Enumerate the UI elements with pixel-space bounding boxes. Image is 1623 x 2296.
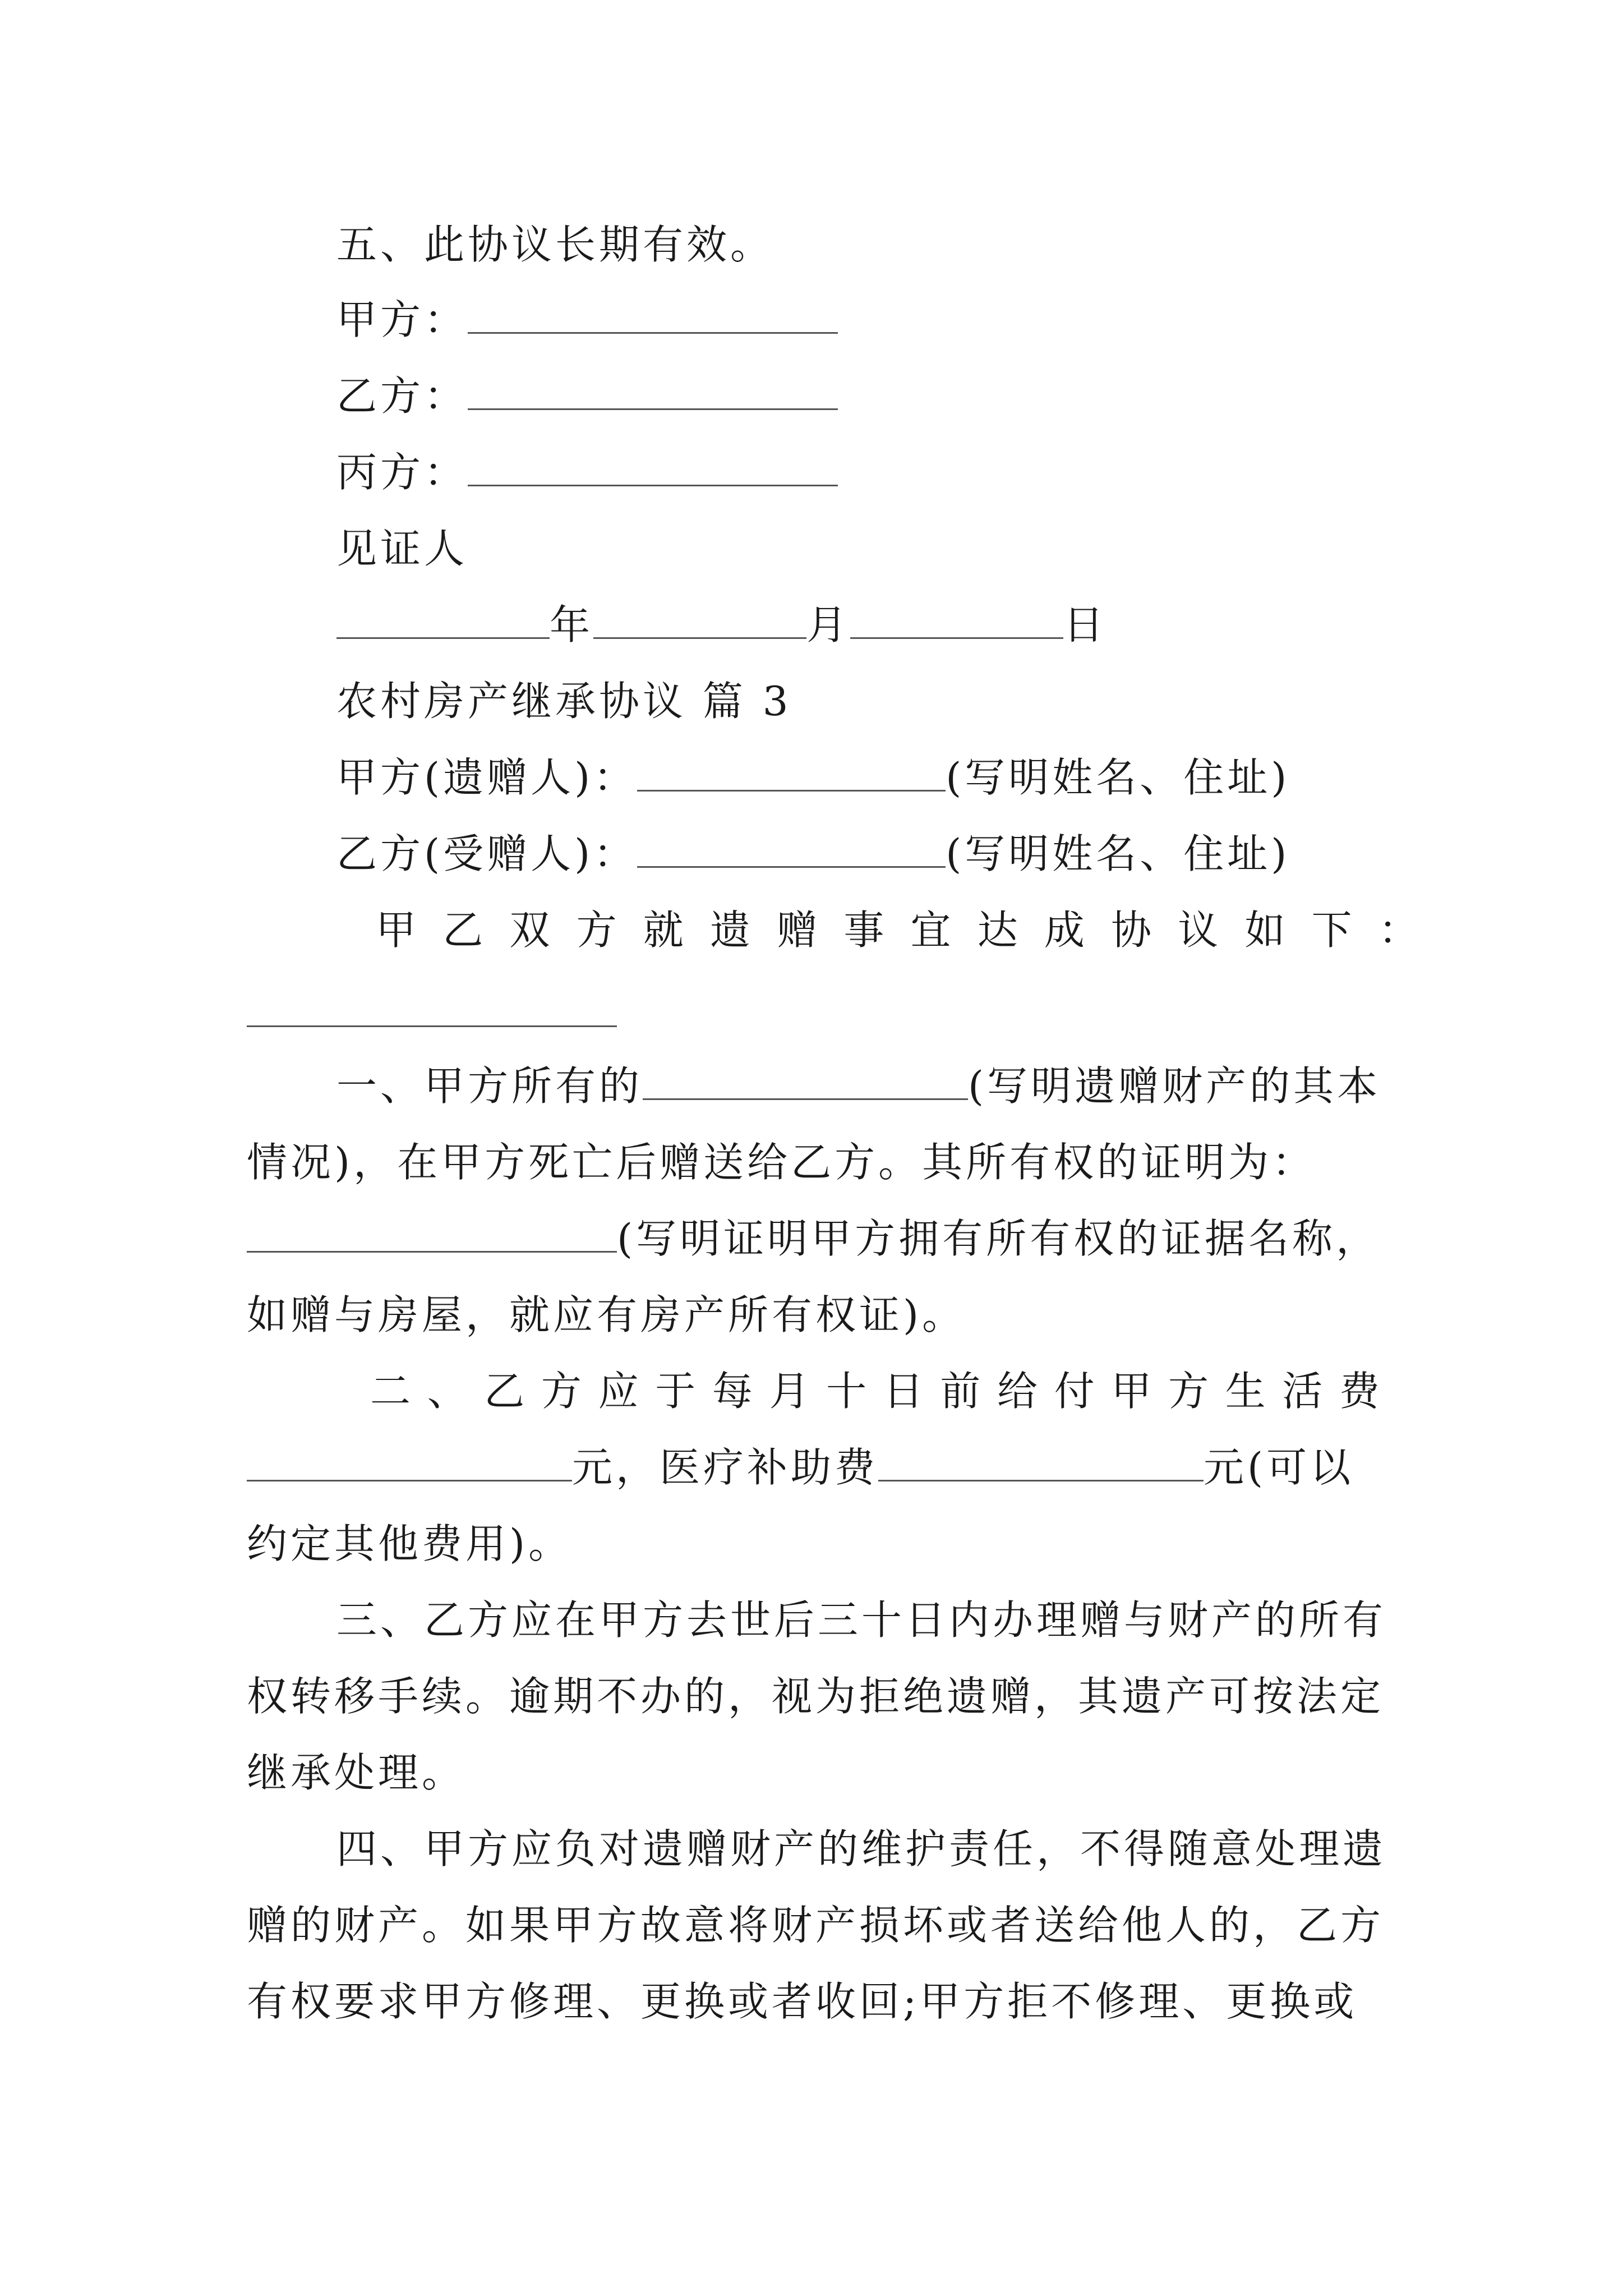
agreement-intro	[376, 907, 1419, 954]
char: ：	[1378, 907, 1419, 954]
clause-one-line-4: 如赠与房屋，就应有房产所有权证)。	[247, 1291, 966, 1338]
char: 月	[769, 1368, 810, 1415]
year-label: 年	[550, 601, 594, 648]
char: 议	[1178, 907, 1219, 954]
char: 给	[997, 1368, 1038, 1415]
month-label: 月	[806, 601, 851, 648]
char: 、	[427, 1368, 468, 1415]
clause-five: 五、此协议长期有效。	[336, 221, 774, 268]
char: 下	[1311, 907, 1352, 954]
clause-one-line-2: 情况)，在甲方死亡后赠送给乙方。其所有权的证明为：	[247, 1139, 1316, 1186]
blank-line	[637, 757, 946, 792]
char: 每	[712, 1368, 753, 1415]
char: 成	[1044, 907, 1085, 954]
char: 于	[655, 1368, 696, 1415]
char: 方	[1168, 1368, 1209, 1415]
char: 日	[883, 1368, 924, 1415]
party-a-line	[336, 754, 1469, 801]
blank-line	[468, 452, 838, 486]
char: 付	[1054, 1368, 1095, 1415]
char: 生	[1225, 1368, 1266, 1415]
clause-three-line-3: 继承处理。	[247, 1749, 466, 1796]
clause-one-line-1	[336, 1062, 1469, 1110]
signature-party-a	[336, 296, 1469, 343]
clause-two-line-3: 约定其他费用)。	[247, 1520, 573, 1567]
char: 协	[1111, 907, 1152, 954]
char: 甲	[376, 907, 417, 954]
clause-two-medical: 元，医疗补助费	[572, 1444, 879, 1491]
blank-line	[593, 605, 806, 639]
party-b-line	[336, 830, 1469, 877]
blank-line	[247, 1218, 617, 1253]
blank-line	[878, 1447, 1204, 1481]
witness-label: 见证人	[336, 525, 468, 572]
party-b-suffix: (写明姓名、住址)	[946, 830, 1290, 877]
char: 事	[843, 907, 884, 954]
party-a-prefix: 甲方(遗赠人)：	[336, 754, 638, 801]
clause-three-line-2: 权转移手续。逾期不办的，视为拒绝遗赠，其遗产可按法定	[247, 1673, 1385, 1720]
blank-line	[468, 300, 838, 334]
blank-line	[637, 834, 946, 868]
clause-three-line-1: 三、乙方应在甲方去世后三十日内办理赠与财产的所有	[336, 1596, 1387, 1644]
char: 十	[826, 1368, 867, 1415]
clause-one-start: 一、甲方所有的	[336, 1062, 643, 1110]
char: 赠	[777, 907, 818, 954]
blank-line	[247, 1447, 572, 1481]
blank-line	[468, 376, 838, 410]
party-a-suffix: (写明姓名、住址)	[946, 754, 1290, 801]
char: 费	[1339, 1368, 1380, 1415]
clause-two-line-1	[370, 1368, 1380, 1415]
blank-line	[336, 605, 550, 639]
char: 甲	[1111, 1368, 1152, 1415]
signature-party-b	[336, 372, 1469, 420]
clause-one-note: (写明遗赠财产的其本	[968, 1062, 1381, 1110]
char: 双	[509, 907, 550, 954]
clause-two-line-2	[247, 1444, 1380, 1491]
clause-four-line-1: 四、甲方应负对遗赠财产的维护责任，不得随意处理遗	[336, 1825, 1387, 1872]
party-c-label: 丙方：	[336, 449, 468, 496]
clause-one-line-3	[247, 1215, 1380, 1262]
clause-four-line-2: 赠的财产。如果甲方故意将财产损坏或者送给他人的，乙方	[247, 1902, 1385, 1949]
clause-two-other: 元(可以	[1204, 1444, 1354, 1491]
char: 活	[1282, 1368, 1323, 1415]
clause-four-line-3: 有权要求甲方修理、更换或者收回;甲方拒不修理、更换或	[247, 1978, 1358, 2025]
char: 就	[643, 907, 684, 954]
char: 乙	[484, 1368, 525, 1415]
char: 如	[1244, 907, 1285, 954]
party-b-label: 乙方：	[336, 372, 468, 420]
char: 方	[576, 907, 617, 954]
signature-party-c	[336, 449, 1469, 496]
party-a-label: 甲方：	[336, 296, 468, 343]
char: 遗	[709, 907, 750, 954]
char: 宜	[910, 907, 951, 954]
party-b-prefix: 乙方(受赠人)：	[336, 830, 638, 877]
blank-line	[643, 1066, 968, 1100]
char: 乙	[442, 907, 483, 954]
date-line	[336, 601, 1469, 648]
char: 前	[940, 1368, 981, 1415]
section-title: 农村房产继承协议 篇 3	[336, 678, 792, 725]
blank-line	[247, 1025, 617, 1027]
char: 二	[370, 1368, 411, 1415]
char: 应	[598, 1368, 639, 1415]
day-label: 日	[1063, 601, 1108, 648]
blank-line	[850, 605, 1063, 639]
clause-one-proof-note: (写明证明甲方拥有所有权的证据名称，	[617, 1215, 1380, 1262]
char: 达	[977, 907, 1018, 954]
char: 方	[541, 1368, 582, 1415]
